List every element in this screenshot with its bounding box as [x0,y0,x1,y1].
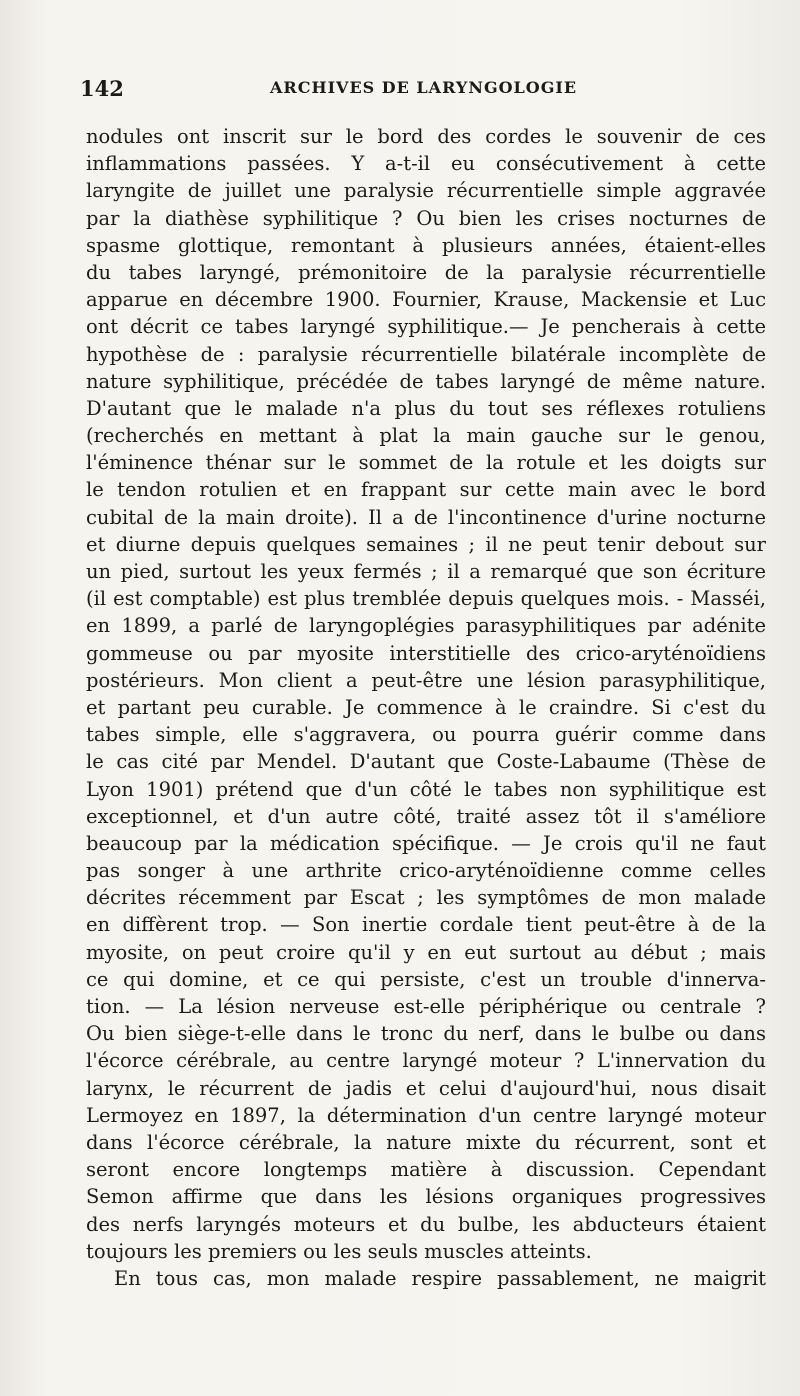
text-line: du tabes laryngé, prémonitoire de la paralysie récurrentielle [86,260,766,284]
text-line: beaucoup par la médication spécifique. — Je crois qu'il ne faut [86,831,766,855]
text-line: en diffèrent trop. — Son inertie cordale tient peut-être à de la [86,913,766,937]
page-number: 142 [80,76,124,101]
text-line: en 1899, a parlé de laryngoplégies parasyphilitiques par adénite [86,614,766,638]
text-line: des nerfs laryngés moteurs et du bulbe, les abducteurs étaient [86,1212,766,1236]
text-line: (il est comptable) est plus tremblée depuis quelques mois. - Masséi, [86,587,766,611]
running-title: ARCHIVES DE LARYNGOLOGIE [270,78,578,97]
text-line: gommeuse ou par myosite interstitielle des crico-aryténoïdiens [86,641,766,665]
text-line: le cas cité par Mendel. D'autant que Coste-Labaume (Thèse de [86,750,766,774]
text-line: postérieurs. Mon client a peut-être une lésion parasyphilitique, [86,668,766,692]
text-line: tion. — La lésion nerveuse est-elle périphérique ou centrale ? [86,995,766,1018]
text-line: l'écorce cérébrale, au centre laryngé moteur ? L'innervation du [86,1049,766,1073]
text-line: ce qui domine, et ce qui persiste, c'est un trouble d'innerva- [86,967,766,991]
text-line: Lyon 1901) prétend que d'un côté le tabes non syphilitique est [86,777,766,801]
body-text [86,123,766,1292]
text-line: Lermoyez en 1897, la détermination d'un centre laryngé moteur [86,1103,766,1127]
text-line: hypothèse de : paralysie récurrentielle bilatérale incomplète de [86,342,766,366]
text-line: nature syphilitique, précédée de tabes laryngé de même nature. [86,369,766,393]
text-line: et partant peu curable. Je commence à le craindre. Si c'est du [86,695,766,719]
text-line: exceptionnel, et d'un autre côté, traité assez tôt il s'améliore [86,804,766,828]
text-line: En tous cas, mon malade respire passablement, ne maigrit [114,1266,766,1290]
text-line: cubital de la main droite). Il a de l'incontinence d'urine nocturne [86,505,766,529]
text-line: nodules ont inscrit sur le bord des cordes le souvenir de ces [86,125,766,148]
text-line: Semon affirme que dans les lésions organiques progressives [86,1185,766,1209]
text-line: dans l'écorce cérébrale, la nature mixte du récurrent, sont et [86,1130,766,1154]
text-line: pas songer à une arthrite crico-aryténoïdienne comme celles [86,859,766,883]
text-line: le tendon rotulien et en frappant sur cette main avec le bord [86,478,766,502]
text-line: toujours les premiers ou les seuls muscles atteints. [86,1239,592,1263]
text-line: larynx, le récurrent de jadis et celui d'aujourd'hui, nous disait [86,1076,766,1100]
text-line: Ou bien siège-t-elle dans le tronc du nerf, dans le bulbe ou dans [86,1022,766,1046]
text-line: myosite, on peut croire qu'il y en eut surtout au début ; mais [86,940,766,964]
text-line: et diurne depuis quelques semaines ; il ne peut tenir debout sur [86,532,766,556]
text-line: apparue en décembre 1900. Fournier, Krause, Mackensie et Luc [86,288,766,312]
text-line: D'autant que le malade n'a plus du tout ses réflexes rotuliens [86,396,766,420]
text-line: inflammations passées. Y a-t-il eu consécutivement à cette [86,152,766,176]
text-line: l'éminence thénar sur le sommet de la rotule et les doigts sur [86,451,766,475]
text-line: décrites récemment par Escat ; les symptômes de mon malade [86,886,766,910]
text-line: spasme glottique, remontant à plusieurs années, étaient-elles [86,233,766,257]
text-line: seront encore longtemps matière à discussion. Cependant [86,1158,766,1182]
text-line: par la diathèse syphilitique ? Ou bien les crises nocturnes de [86,206,766,230]
text-line: laryngite de juillet une paralysie récurrentielle simple aggravée [86,179,766,203]
text-line: (recherchés en mettant à plat la main gauche sur le genou, [86,424,766,448]
text-line: un pied, surtout les yeux fermés ; il a remarqué que son écriture [86,560,766,583]
text-line: tabes simple, elle s'aggravera, ou pourra guérir comme dans [86,723,766,747]
page-header [80,74,760,104]
text-line: ont décrit ce tabes laryngé syphilitique.— Je pencherais à cette [86,315,766,339]
